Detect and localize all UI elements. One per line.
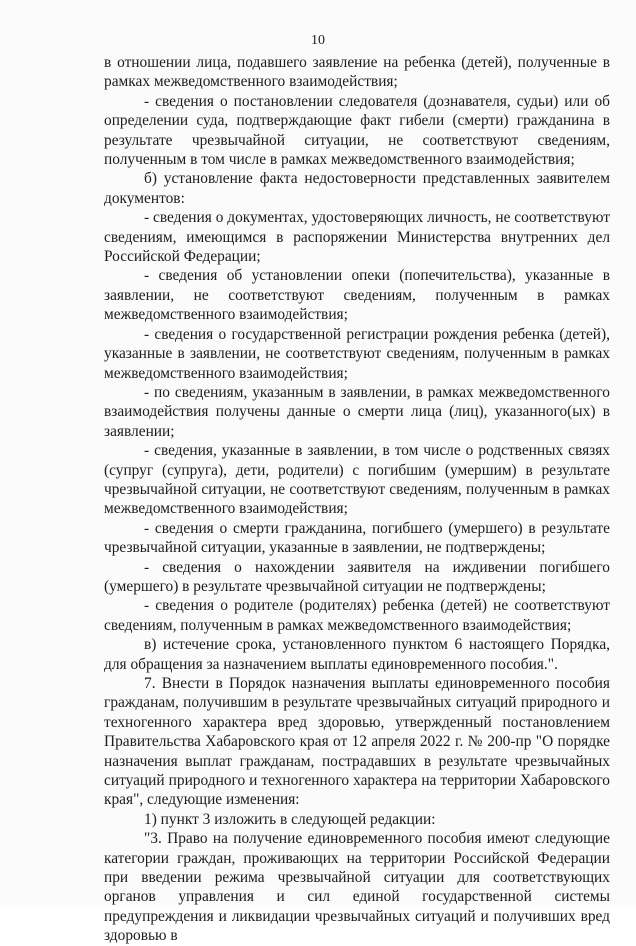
page-number: 10 [311, 33, 325, 48]
paragraph-identity-documents: - сведения о документах, удостоверяющих личность, не соответствуют сведениям, имеющимся в распоряжении Министерства внутренних дел Российской Федерации; [104, 209, 610, 266]
paragraph-death-data: - по сведениям, указанным в заявлении, в рамках межведомственного взаимодействия получены данные о смерти лица (лиц), указанного(ых) в заявлении; [104, 383, 610, 440]
paragraph-family-relations: - сведения, указанные в заявлении, в том числе о родственных связях (супруг (супруга), дети, родители) с погибшим (умершим) в результате чрезвычайной ситуации, не соответствуют сведениям, полученным в рамках межведомственного взаимодействия; [104, 442, 610, 518]
document-body [104, 53, 610, 946]
paragraph-continuation: в отношении лица, подавшего заявление на ребенка (детей), полученные в рамках межведомственного взаимодействия; [104, 54, 610, 91]
paragraph-death-not-confirmed: - сведения о смерти гражданина, погибшего (умершего) в результате чрезвычайной ситуации, указанные в заявлении, не подтверждены; [104, 519, 610, 557]
paragraph-item-v: в) истечение срока, установленного пунктом 6 настоящего Порядка, для обращения за назначением выплаты единовременного пособия.". [104, 636, 610, 673]
paragraph-item-7: 7. Внести в Порядок назначения выплаты единовременного пособия гражданам, получившим в результате чрезвычайных ситуаций природного и техногенного характера вред здоровью, утвержденный постановлением Правительства Хабаровского края от 12 апреля 2022 г. № 200-пр "О порядке назначения выплат гражданам, пострадавших в результате чрезвычайных ситуаций природного и техногенного характера на территории Хабаровского края", следующие изменения: [104, 675, 610, 809]
paragraph-investigator-decision: - сведения о постановлении следователя (дознавателя, судьи) или об определении суда, подтверждающие факт гибели (смерти) гражданина в результате чрезвычайной ситуации, не соответствуют сведениям, полученным в том числе в рамках межведомственного взаимодействия; [104, 92, 610, 169]
paragraph-item-b: б) установление факта недостоверности представленных заявителем документов: [104, 170, 610, 207]
paragraph-parents: - сведения о родителе (родителях) ребенка (детей) не соответствуют сведениям, полученным в рамках межведомственного взаимодействия; [104, 597, 610, 634]
paragraph-item-3-new: "3. Право на получение единовременного пособия имеют следующие категории граждан, проживающих на территории Российской Федерации при введении режима чрезвычайной ситуации для соответствующих органов управления и сил единой государственной системы предупреждения и ликвидации чрезвычайных ситуаций и получивших вред здоровью в [104, 830, 610, 945]
paragraph-dependency: - сведения о нахождении заявителя на иждивении погибшего (умершего) в результате чрезвычайной ситуации не подтверждены; [104, 558, 610, 595]
paragraph-subitem-1: 1) пункт 3 изложить в следующей редакции: [144, 810, 436, 828]
paragraph-guardianship: - сведения об установлении опеки (попечительства), указанные в заявлении, не соответствуют сведениям, полученным в рамках межведомственного взаимодействия; [104, 267, 610, 324]
paragraph-birth-registration: - сведения о государственной регистрации рождения ребенка (детей), указанные в заявлении, не соответствуют сведениям, полученным в рамках межведомственного взаимодействия; [104, 325, 610, 382]
